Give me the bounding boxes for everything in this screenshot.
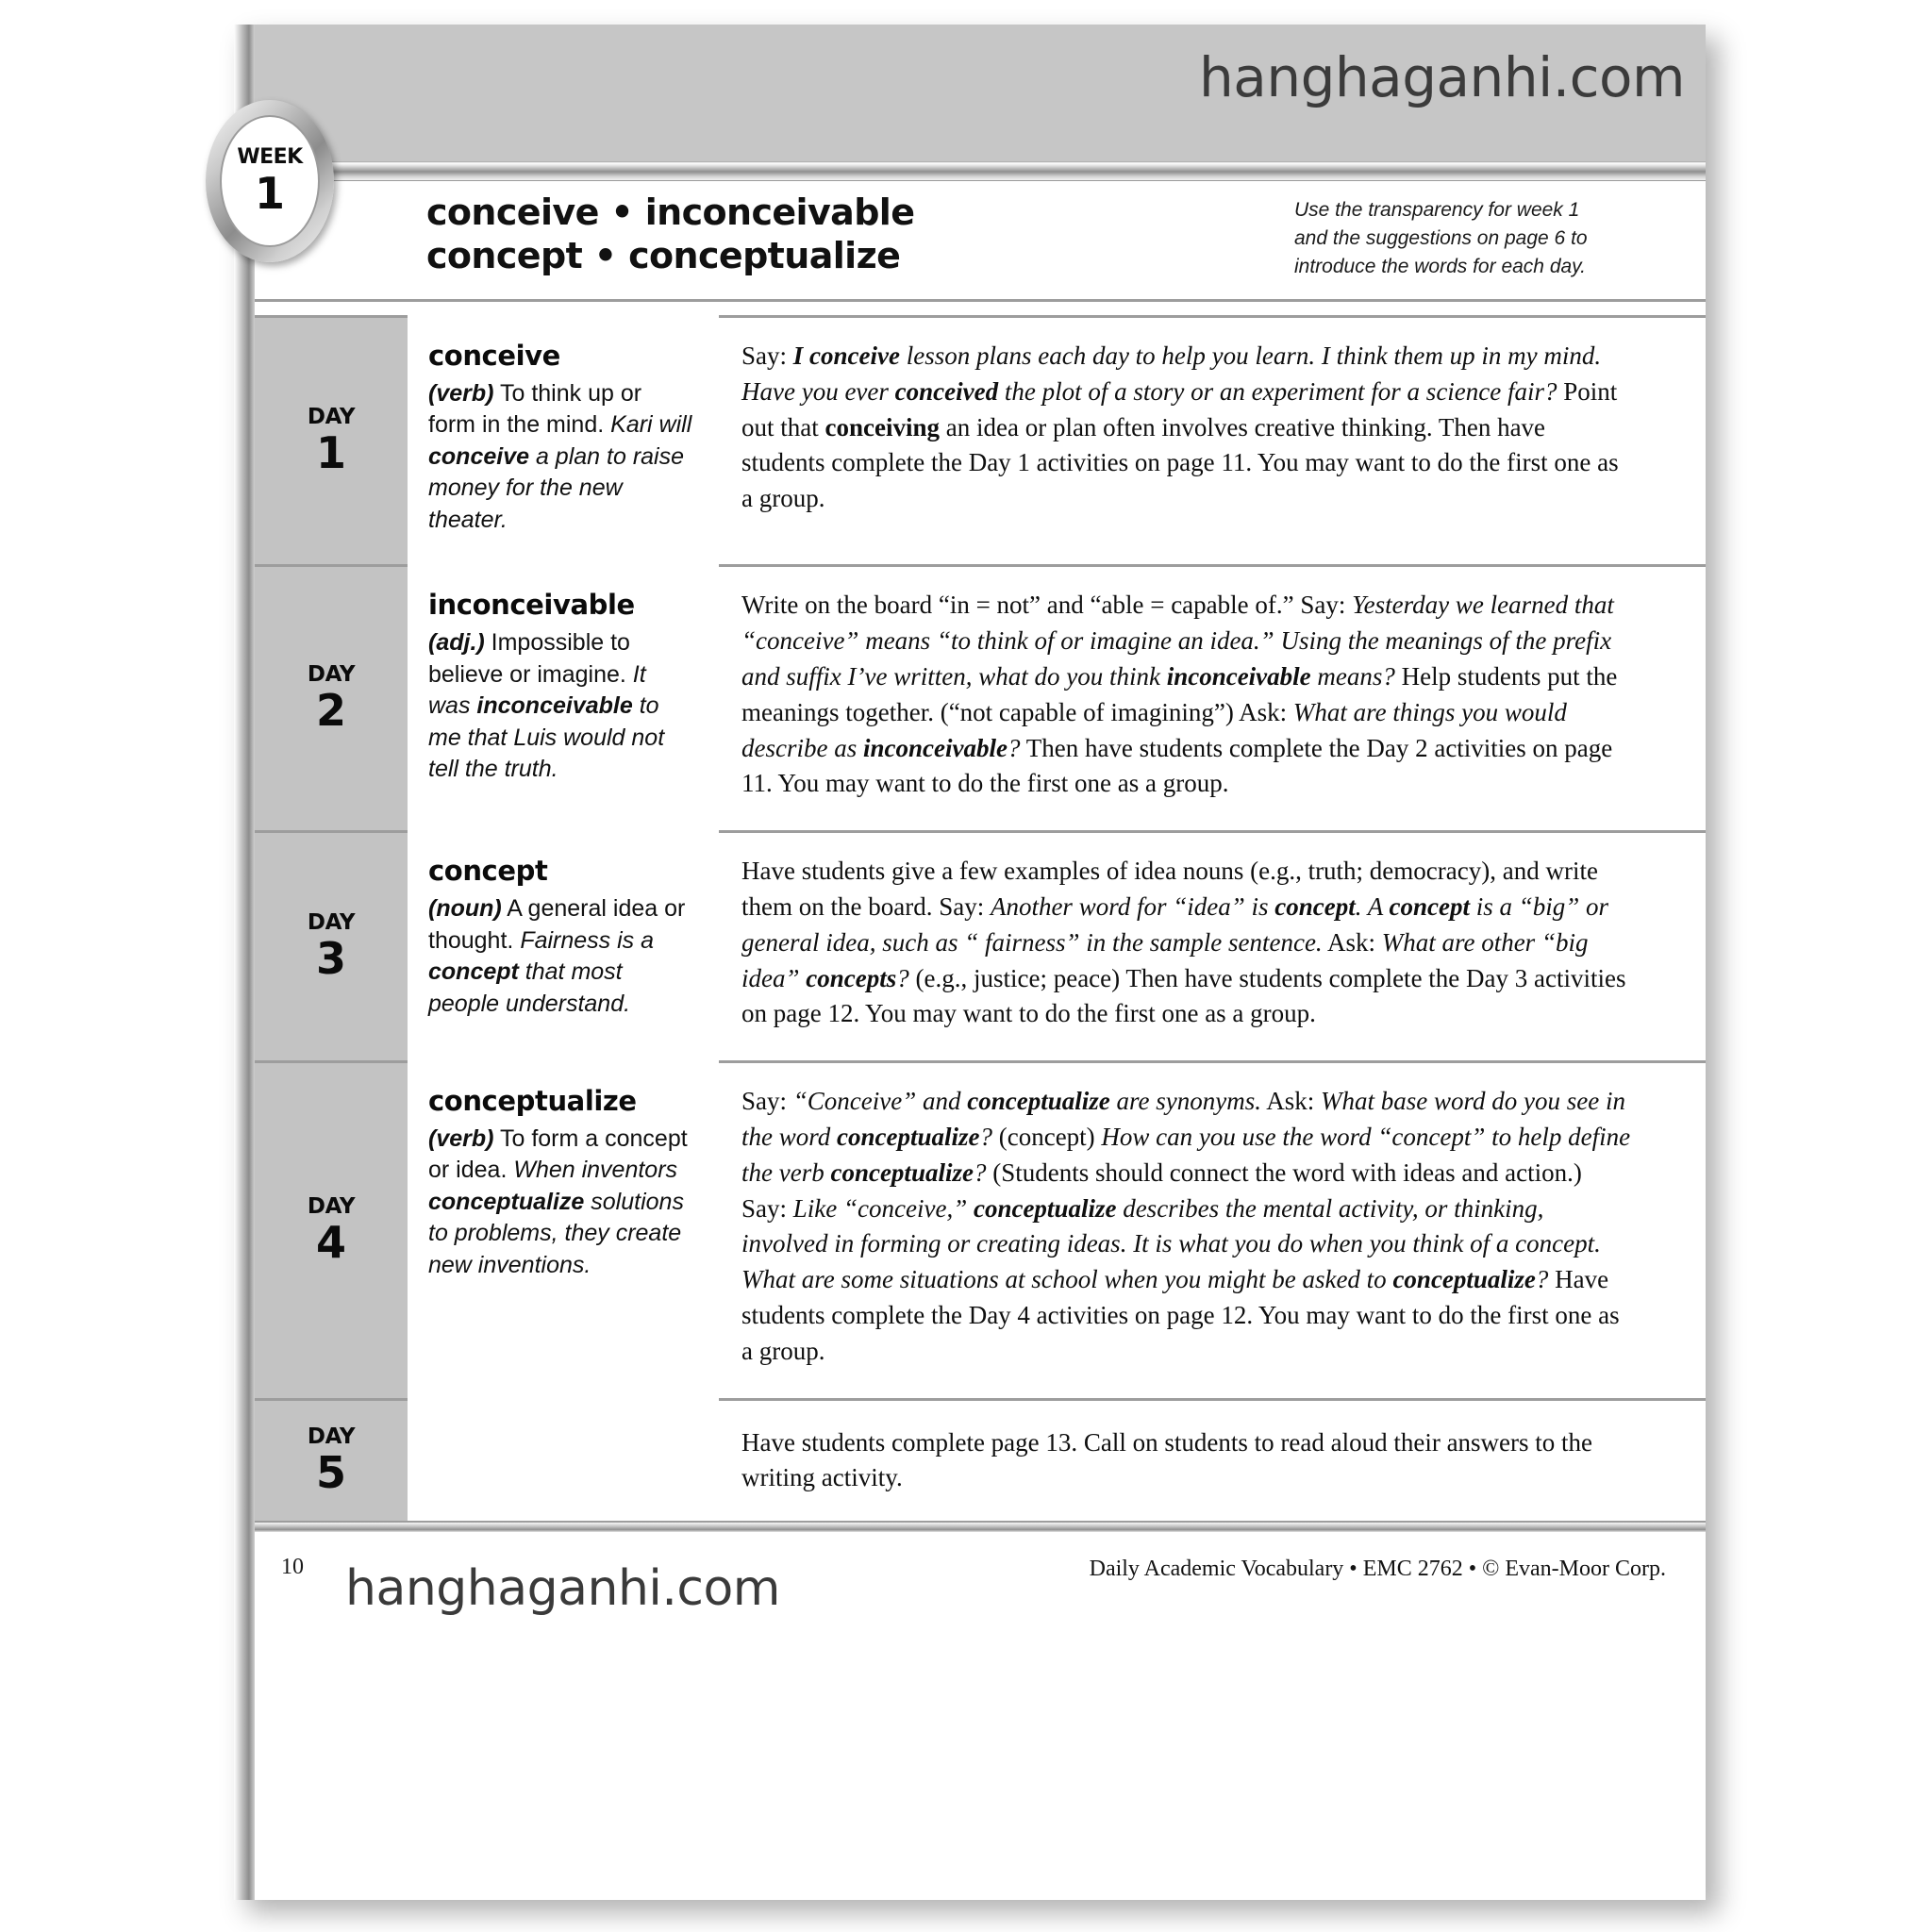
part-of-speech: (verb): [428, 379, 494, 407]
week-title-strip: [237, 145, 1706, 302]
table-row: [255, 564, 1706, 830]
sentence-target-word: conceive: [428, 442, 530, 470]
script-seg: Say:: [741, 1087, 793, 1116]
sentence-pre: When inventors: [513, 1157, 678, 1184]
script-seg: ?: [979, 1122, 992, 1151]
sentence-pre: Fairness is a: [520, 926, 655, 954]
script-seg: ?: [1007, 733, 1021, 762]
day-label: DAY: [307, 1424, 356, 1449]
script-seg: an idea or plan often involves creative thinking. Then have students complete the Day 1 activities on page 11. You may want to do the first one as a group.: [741, 412, 1619, 513]
watermark-bottom: hanghaganhi.com: [345, 1560, 780, 1618]
script-seg: is a “big” or general idea, such as “ fairness” in the sample sentence.: [741, 891, 1609, 957]
script-seg: What are things you would describe as: [741, 697, 1567, 762]
script-seg: (concept): [991, 1122, 1102, 1151]
sentence-post: solutions to problems, they create new inventions.: [428, 1188, 684, 1278]
table-row: [255, 315, 1706, 564]
script-target-word: conceptualize: [830, 1158, 974, 1187]
definition-cell: [408, 1060, 719, 1397]
transparency-instruction-note: Use the transparency for week 1 and the suggestions on page 6 to introduce the words for each day.: [1294, 199, 1588, 277]
definition-cell: [408, 830, 719, 1060]
script-target-word: conceptualize: [973, 1193, 1117, 1223]
script-seg: Like “conceive,”: [792, 1193, 974, 1223]
headword: inconceivable: [428, 589, 635, 622]
script-seg: “Conceive” and: [792, 1087, 968, 1116]
teaching-script-cell: [719, 830, 1706, 1060]
strip-spacer: [255, 302, 1706, 315]
script-seg: Say:: [741, 341, 793, 370]
script-target-word: conceptualize: [967, 1087, 1110, 1116]
part-of-speech: (adj.): [428, 629, 485, 657]
script-seg: are synonyms.: [1109, 1087, 1261, 1116]
week-word-list: [426, 191, 914, 278]
definition-cell: [408, 315, 719, 564]
day-label: DAY: [307, 405, 356, 430]
word-list-line-2: concept • conceptualize: [426, 235, 901, 277]
headword: conceive: [428, 340, 560, 372]
script-seg: (Students should connect the word with ideas and action.) Say:: [741, 1158, 1582, 1223]
day-marker-cell: [255, 1398, 408, 1522]
script-seg: lesson plans each day to help you learn. I think them up in my mind. Have you ever: [741, 341, 1602, 406]
page-number: 10: [281, 1555, 304, 1580]
script-seg: . A: [1355, 891, 1390, 921]
script-target-word: conceptualize: [1392, 1265, 1536, 1294]
script-target-word: conceive: [809, 341, 900, 370]
page-content: [237, 25, 1706, 1900]
week-badge: [206, 100, 334, 262]
script-target-word: conceptualize: [837, 1122, 980, 1151]
script-seg: I: [792, 341, 810, 370]
part-of-speech: (noun): [428, 895, 502, 922]
book-gutter-shading: [234, 25, 255, 1900]
day-number: 5: [315, 1446, 346, 1498]
script-target-word: concept: [1274, 891, 1356, 921]
script-seg: Have students complete the Day 4 activities on page 12. You may want to do the first one as a group.: [741, 1265, 1620, 1365]
sentence-post: that most people understand.: [428, 958, 631, 1017]
header-divider-rail: [255, 162, 1706, 181]
script-seg: describes the mental activity, or thinking, involved in forming or creating ideas. It is what you do when you think of a concept. What are some situations at school when you might be asked to: [741, 1193, 1601, 1294]
day-marker-cell: [255, 1060, 408, 1397]
script-seg: ?: [896, 963, 909, 992]
teaching-script-cell: [719, 564, 1706, 830]
definition-cell: [408, 1398, 719, 1522]
script-seg: Ask:: [1260, 1087, 1321, 1116]
definition-gloss: Impossible to believe or imagine.: [428, 629, 633, 688]
script-seg: ?: [1535, 1265, 1549, 1294]
sentence-post: a plan to raise money for the new theater.: [428, 442, 685, 533]
script-seg: Yesterday we learned that “conceive” means “to think of or imagine an idea.” Using the meanings of the prefix and suffix I’ve written, what do you think: [741, 591, 1614, 691]
script-seg: Then have students complete the Day 2 activities on page 11. You may want to do the first one as a group.: [741, 733, 1613, 798]
sentence-pre: Kari will: [610, 411, 692, 439]
definition-gloss: To think up or form in the mind.: [428, 379, 642, 439]
day-number: 3: [315, 932, 346, 984]
headword: concept: [428, 855, 548, 888]
day-marker-cell: [255, 315, 408, 564]
sentence-post: to me that Luis would not tell the truth.: [428, 692, 665, 783]
teaching-script-cell: [719, 1398, 1706, 1522]
script-seg: the plot of a story or an experiment for a science fair?: [998, 376, 1557, 406]
script-target-word: conceived: [894, 376, 999, 406]
definition-cell: [408, 564, 719, 830]
table-row: [255, 830, 1706, 1060]
day-label: DAY: [307, 909, 356, 935]
script-target-word: conceiving: [824, 412, 940, 441]
script-seg: What are other “big idea”: [741, 927, 1589, 992]
week-number: 1: [254, 168, 285, 219]
script-seg: Point out that: [741, 376, 1618, 441]
script-seg: What base word do you see in the word: [741, 1087, 1625, 1151]
header-bar: [255, 25, 1706, 162]
script-seg: (e.g., justice; peace) Then have students complete the Day 3 activities on page 12. You may want to do the first one as a group.: [741, 963, 1626, 1028]
day-marker-cell: [255, 830, 408, 1060]
part-of-speech: (verb): [428, 1124, 494, 1152]
table-row: [255, 1060, 1706, 1397]
day-rows: [255, 315, 1706, 1521]
definition-text: [428, 627, 694, 786]
definition-gloss: A general idea or thought.: [428, 895, 686, 954]
week-label: WEEK: [237, 145, 303, 169]
script-seg: ?: [973, 1158, 987, 1187]
script-target-word: inconceivable: [1166, 661, 1311, 691]
day-label: DAY: [307, 662, 356, 688]
day-label: DAY: [307, 1193, 356, 1219]
sentence-pre: It was: [428, 660, 646, 720]
day-number: 2: [315, 685, 346, 737]
day-number: 1: [315, 427, 346, 479]
word-list-line-1: conceive • inconceivable: [426, 192, 915, 233]
script-seg: Another word for “idea” is: [990, 891, 1275, 921]
footer-divider-rail: [255, 1521, 1706, 1532]
watermark-top: hanghaganhi.com: [1199, 45, 1685, 109]
teaching-script-cell: [719, 315, 1706, 564]
sentence-target-word: inconceivable: [476, 692, 633, 720]
definition-text: [428, 378, 694, 537]
day-number: 4: [315, 1216, 346, 1268]
script-target-word: inconceivable: [862, 733, 1008, 762]
day-marker-cell: [255, 564, 408, 830]
definition-text: [428, 1124, 694, 1282]
script-seg: How can you use the word “concept” to help define the verb: [741, 1122, 1631, 1187]
page-footer: [255, 1532, 1706, 1647]
definition-text: [428, 893, 694, 1020]
sentence-target-word: conceptualize: [428, 1188, 585, 1215]
definition-gloss: To form a concept or idea.: [428, 1124, 688, 1184]
script-target-word: concepts: [806, 963, 897, 992]
script-seg: Help students put the meanings together. (“not capable of imagining”) Ask:: [741, 661, 1618, 726]
script-seg: means?: [1310, 661, 1395, 691]
script-seg: Ask:: [1322, 927, 1382, 957]
script-seg: Have students complete page 13. Call on students to read aloud their answers to the writing activity.: [741, 1427, 1593, 1492]
sentence-target-word: concept: [428, 958, 519, 985]
table-row: [255, 1398, 1706, 1522]
script-seg: Have students give a few examples of idea nouns (e.g., truth; democracy), and write them on the board. Say:: [741, 857, 1598, 921]
week-badge-inner: [220, 115, 320, 247]
copyright-line: Daily Academic Vocabulary • EMC 2762 • © Evan-Moor Corp.: [1089, 1557, 1666, 1582]
teaching-script-cell: [719, 1060, 1706, 1397]
script-target-word: concept: [1389, 891, 1470, 921]
headword: conceptualize: [428, 1085, 637, 1118]
script-seg: Write on the board “in = not” and “able = capable of.” Say:: [741, 591, 1353, 620]
